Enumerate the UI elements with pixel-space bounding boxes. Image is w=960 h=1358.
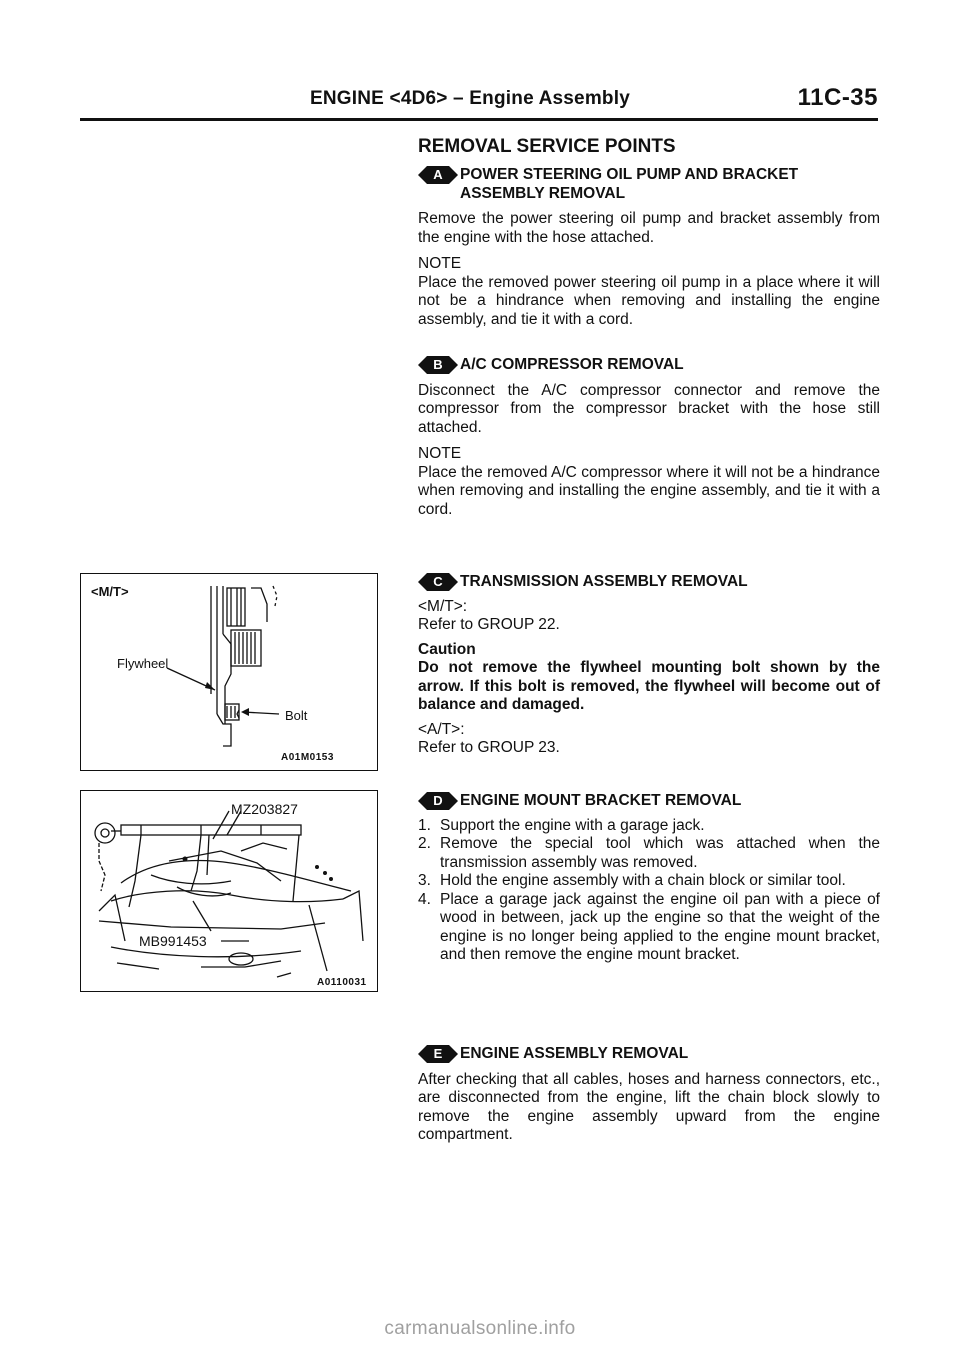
step-e-text: After checking that all cables, hoses and harness connectors, etc., are disconnected from the engine, lift the chain block slowly to remove the engine assembly upward from the engine compartment. [418,1070,880,1143]
figure2-code: A0110031 [317,977,367,988]
step-b-heading: B A/C COMPRESSOR REMOVAL [418,356,880,375]
figure-flywheel [80,573,378,771]
step-c-mt-text: Refer to GROUP 22. [418,616,560,633]
list-item: 3. Hold the engine assembly with a chain block or similar tool. [418,872,846,889]
badge-d-icon: D [418,792,458,810]
step-c-at-text: Refer to GROUP 23. [418,739,560,756]
step-a-note-label: NOTE [418,255,462,272]
list-item: 4. Place a garage jack against the engine oil pan with a piece of wood in between, jack up the engine so that the weight of the engine is no longer being applied to the engine mount bracket, and then remove the engine mount bracket. [418,890,880,963]
step-c [418,573,880,758]
flywheel-drawing [81,574,377,770]
step-d-heading: D ENGINE MOUNT BRACKET REMOVAL [418,792,880,811]
badge-b-icon: B [418,356,458,374]
header-rule [80,118,878,121]
flywheel-label: Flywheel [117,656,169,671]
figure1-tag: <M/T> [91,584,129,599]
step-d [418,792,880,965]
step-b-note-text: Place the removed A/C compressor where it will not be a hindrance when removing and installing the engine assembly, and tie it with a cord. [418,463,880,518]
page-number: 11C-35 [797,84,878,111]
step-a-note-text: Place the removed power steering oil pump in a place where it will not be a hindrance when removing and installing the engine assembly, and tie it with a cord. [418,273,880,328]
watermark: carmanualsonline.info [384,1318,576,1339]
step-b [418,356,880,526]
step-a [418,166,880,336]
step-e [418,1045,880,1152]
step-c-mt-label: <M/T>: [418,597,468,615]
step-c-heading: C TRANSMISSION ASSEMBLY REMOVAL [418,573,880,592]
page-header [80,82,878,116]
caution-label: Caution [418,640,476,658]
engine-support-drawing [81,791,377,991]
list-item: 1. Support the engine with a garage jack. [418,816,705,834]
step-b-note-label: NOTE [418,445,462,462]
badge-e-icon: E [418,1045,458,1063]
caution-text: Do not remove the flywheel mounting bolt shown by the arrow. If this bolt is removed, the flywheel will become out of balance and damaged. [418,659,880,713]
tool-mz203827-label: MZ203827 [231,801,298,817]
step-a-heading: A POWER STEERING OIL PUMP AND BRACKET ASSEMBLY REMOVAL [418,166,880,203]
figure1-code: A01M0153 [281,752,334,763]
list-item: 2. Remove the special tool which was attached when the transmission assembly was removed. [418,835,880,871]
section-title: REMOVAL SERVICE POINTS [418,136,676,157]
step-d-list [418,817,880,965]
step-a-text: Remove the power steering oil pump and bracket assembly from the engine with the hose attached. [418,210,880,246]
badge-a-icon: A [418,166,458,184]
step-c-at-label: <A/T>: [418,720,465,738]
tool-mb991453-label: MB991453 [139,933,207,949]
step-b-text: Disconnect the A/C compressor connector and remove the compressor from the compressor bracket with the hose still attached. [418,381,880,436]
step-e-heading: E ENGINE ASSEMBLY REMOVAL [418,1045,880,1064]
page-title: ENGINE <4D6> – Engine Assembly [310,88,630,109]
bolt-label: Bolt [285,708,308,723]
figure-engine-support [80,790,378,992]
badge-c-icon: C [418,573,458,591]
